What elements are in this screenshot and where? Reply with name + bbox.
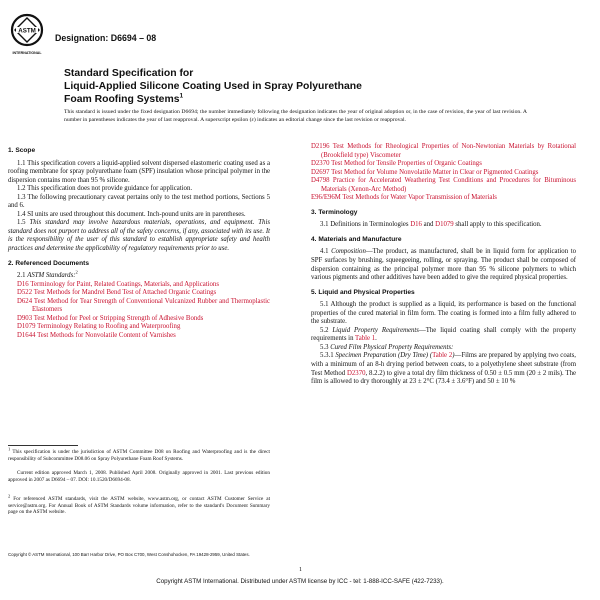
reference-code-link[interactable]: D2196 xyxy=(311,143,330,150)
materials-4-1: 4.1 Composition—The product, as manufactured, shall be in liquid form for application to SPF surfaces by brushing, squeegeeing, rolling, or spraying. The product shall be composed of dispersion containing as the principal polymer more than 95 % silicone polymers to which various pigments and other additives have been added to give the required physical properties. xyxy=(311,248,576,282)
reference-item xyxy=(8,298,270,315)
scope-1-2: 1.2 This specification does not provide guidance for application. xyxy=(17,185,193,193)
reference-code-link[interactable]: D4798 xyxy=(311,177,330,185)
scope-heading: 1. Scope xyxy=(8,147,36,154)
astm-standards-sub: 2.1 ASTM Standards:$^2$ xyxy=(17,269,78,280)
reference-title[interactable]: Terminology Relating to Roofing and Waterproofing xyxy=(37,323,181,331)
reference-code-link[interactable]: D624 xyxy=(17,297,33,305)
reference-item xyxy=(8,332,270,341)
reference-item xyxy=(311,143,576,160)
reference-code-link[interactable]: D2697 xyxy=(311,168,330,176)
footnote-1-edition: Current edition approved March 1, 2008. Published April 2008. Originally approved in 2001. Last previous edition approved in 2007 as D6694 – 07. DOI: 10.1520/D6694-08. xyxy=(8,470,270,483)
page-number: 1 xyxy=(299,566,303,573)
reference-code-link[interactable]: D16 xyxy=(17,280,29,288)
standard-notice: This standard is issued under the fixed designation D6694; the number immediately following the designation indicates the year of original adoption or, in the case of revision, the year of last revision. A number in parentheses indicates the year of last reapproval. A superscript epsilon (ε) indicates an editorial change since the last revision or reapproval. xyxy=(64,109,527,123)
title-line-2: Liquid-Applied Silicone Coating Used in Spray Polyurethane xyxy=(64,81,362,92)
title-line-3: Foam Roofing Systems$^1$ xyxy=(64,92,184,105)
svg-text:ASTM: ASTM xyxy=(18,27,36,35)
footnote-rule xyxy=(8,445,78,446)
svg-text:INTERNATIONAL: INTERNATIONAL xyxy=(12,51,42,55)
reference-code-link[interactable]: D522 xyxy=(17,289,33,297)
left-column xyxy=(8,143,270,340)
reference-title[interactable]: Test Method for Volume Nonvolatile Matter in Clear or Pigmented Coatings xyxy=(331,168,539,176)
liquid-5-2: 5.2 Liquid Property Requirements—The liquid coating shall comply with the property requirements in Table 1. xyxy=(311,326,577,343)
reference-title[interactable]: Test Methods for Mandrel Bend Test of Attached Organic Coatings xyxy=(33,289,217,297)
terminology-3-1: 3.1 Definitions in Terminologies D16 and D1079 shall apply to this specification. xyxy=(320,221,542,229)
reference-code-link[interactable]: D1644 xyxy=(17,331,36,339)
reference-title[interactable]: Terminology for Paint, Related Coatings, Materials, and Applications xyxy=(30,280,219,288)
scope-1-1: 1.1 This specification covers a liquid-applied solvent dispersed elastomeric coating used as a roofing membrane for spray polyurethane foam (SPF) insulation whose principal polymer in the dispersion contains more than 95 % silicone. xyxy=(8,159,270,184)
reference-title[interactable]: Test Method for Tear Strength of Conventional Vulcanized Rubber and Thermoplastic Elastomers xyxy=(32,297,270,314)
reference-item xyxy=(311,160,576,169)
reference-title[interactable]: Test Method for Peel or Stripping Strength of Adhesive Bonds xyxy=(33,314,204,322)
right-column xyxy=(311,143,576,387)
reference-title[interactable]: Practice for Accelerated Weathering Test Conditions and Procedures for Bituminous Materials (Xenon-Arc Method) xyxy=(321,177,576,193)
astm-logo xyxy=(7,12,47,58)
reference-title[interactable]: Test Methods for Water Vapor Transmission of Materials xyxy=(342,194,497,202)
reference-item xyxy=(311,169,576,178)
footnote-2: $^2$ For referenced ASTM standards, visit the ASTM website, www.astm.org, or contact ASTM Customer Service at service@astm.org. For Annual Book of ASTM Standards volume information, refer to the standard's Document Summary page on the ASTM website. xyxy=(8,493,271,516)
materials-heading: 4. Materials and Manufacture xyxy=(311,235,402,243)
reference-list xyxy=(8,281,270,341)
liquid-5-3-1: 5.3.1 Specimen Preparation (Dry Time) (Table 2)—Films are prepared by applying two coats, with a minimum of an 8-h drying period between coats, to a polyethylene sheet substrate (from Test Method D2370, 8.2.2) to give a total dry film thickness of 0.50 ± 0.5 mm (20 ± 2 mils). The film is allowed to dry thoroughly at 23 ± 2°C (73.4 ± 3.6°F) and 50 ± 10 % xyxy=(311,352,576,386)
link-d16[interactable]: D16 xyxy=(410,221,422,229)
link-d2370[interactable]: D2370 xyxy=(346,369,366,377)
reference-item xyxy=(8,289,270,298)
reference-code-link[interactable]: D903 xyxy=(17,314,33,322)
reference-item xyxy=(8,323,270,332)
scope-1-3: 1.3 The following precautionary caveat pertains only to the test method portions, Sections 5 and 6. xyxy=(8,193,270,210)
title-footnote-mark: 1 xyxy=(179,92,184,100)
scope-1-4: 1.4 SI units are used throughout this document. Inch-pound units are in parentheses. xyxy=(17,210,246,218)
terminology-heading: 3. Terminology xyxy=(311,208,358,216)
link-d1079[interactable]: D1079 xyxy=(435,221,454,229)
scope-1-5: 1.5 This standard may involve hazardous materials, operations, and equipment. This standard does not purport to address all of the safety concerns, if any, associated with its use. It is the responsibility of the user of this standard to establish appropriate safety and health practices and determine the applicability of regulatory requirements prior to use. xyxy=(8,219,270,253)
copyright-line: Copyright © ASTM International, 100 Barr Harbor Drive, PO Box C700, West Conshohocken, PA 19428-2959, United States. xyxy=(8,552,250,557)
reference-code-link[interactable]: E96/E96M xyxy=(311,194,341,202)
reference-title[interactable]: Test Method for Tensile Properties of Organic Coatings xyxy=(331,160,482,168)
reference-item xyxy=(311,177,576,194)
link-table-1[interactable]: Table 1 xyxy=(355,335,376,343)
liquid-heading: 5. Liquid and Physical Properties xyxy=(311,288,415,296)
liquid-5-3: 5.3 Cured Film Physical Property Requirements: xyxy=(320,343,454,351)
reference-code-link[interactable]: D1079 xyxy=(17,323,36,331)
reference-item xyxy=(8,281,270,290)
footnote-1: $^1$ This specification is under the jurisdiction of ASTM Committee D08 on Roofing and Waterproofing and is the direct responsibility of Subcommittee D08.06 on Spray Polyurethane Foam Roof Systems. xyxy=(8,446,270,462)
title-line-1: Standard Specification for xyxy=(64,68,194,79)
reference-title[interactable]: Test Methods for Rheological Properties of Non-Newtonian Materials by Rotational (Brookfield type) Viscometer xyxy=(321,143,577,159)
document-title xyxy=(64,67,534,106)
designation: Designation: D6694 – 08 xyxy=(55,33,157,43)
reference-title[interactable]: Test Methods for Nonvolatile Content of Varnishes xyxy=(37,331,176,339)
reference-item xyxy=(8,315,270,324)
liquid-5-1: 5.1 Although the product is supplied as a liquid, its performance is based on the functional properties of the cured material in film form. The coating is formed into a film fully adhered to the substrate. xyxy=(311,301,576,326)
reference-code-link[interactable]: D2370 xyxy=(311,160,330,168)
link-table-2[interactable]: Table 2 xyxy=(432,352,453,360)
referenced-heading: 2. Referenced Documents xyxy=(8,259,89,267)
reference-item xyxy=(311,194,576,203)
reference-list-continued xyxy=(311,143,576,203)
distribution-notice: Copyright ASTM International. Distributed under ASTM license by ICC - tel: 1-888-ICC-SAFE (422-7233). xyxy=(156,578,444,585)
